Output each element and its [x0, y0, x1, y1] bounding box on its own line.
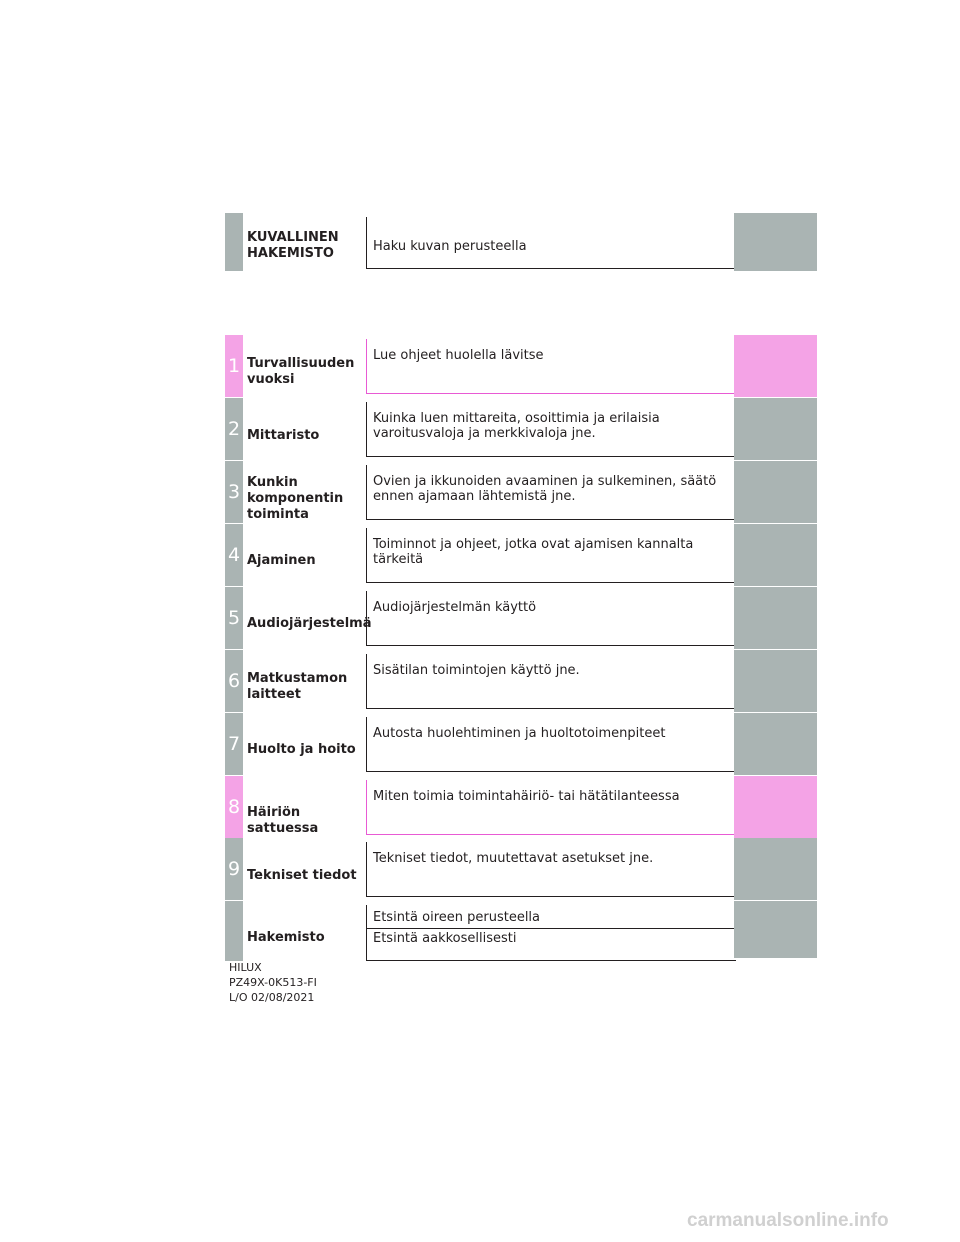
section-description-line: Lue ohjeet huolella lävitse: [373, 348, 544, 363]
section-tab[interactable]: [734, 713, 817, 775]
section-description: [373, 600, 732, 615]
section-number-stripe: [225, 335, 243, 397]
section-tab[interactable]: [734, 461, 817, 523]
section-9-row[interactable]: [225, 838, 817, 900]
index-title: [247, 230, 372, 262]
section-number: 5: [228, 607, 241, 629]
section-title-line: vuoksi: [247, 372, 295, 387]
section-6-row[interactable]: [225, 650, 817, 712]
section-title-line: Kunkin: [247, 475, 298, 490]
footer-info: [229, 960, 317, 1005]
section-tab[interactable]: [734, 838, 817, 900]
section-title: [247, 742, 372, 758]
section-number-stripe: [225, 713, 243, 775]
hakemisto-row[interactable]: [225, 901, 817, 961]
section-2-row[interactable]: [225, 398, 817, 460]
section-title: [247, 428, 372, 444]
section-title-line: Huolto ja hoito: [247, 742, 356, 757]
section-title-line: Audiojärjestelmä: [247, 616, 372, 631]
section-number-stripe: [225, 587, 243, 649]
section-desc-box: [366, 842, 736, 897]
section-title: [247, 553, 372, 569]
section-description-line: Miten toimia toimintahäiriö- tai hätätilanteessa: [373, 789, 680, 804]
watermark: carmanualsonline.info: [687, 1210, 889, 1231]
section-number: 3: [228, 481, 241, 503]
section-title-line: Matkustamon: [247, 671, 348, 686]
section-desc-box: [366, 654, 736, 709]
section-tab[interactable]: [734, 587, 817, 649]
section-description: [373, 474, 732, 504]
section-1-row[interactable]: [225, 335, 817, 397]
hakemisto-divider: [367, 928, 736, 929]
section-title-line: Ajaminen: [247, 553, 316, 568]
section-desc-box: [366, 780, 736, 835]
section-tab[interactable]: [734, 650, 817, 712]
section-description: [373, 726, 732, 741]
footer-date: L/O 02/08/2021: [229, 991, 315, 1004]
section-description: [373, 789, 732, 804]
section-title-line: laitteet: [247, 687, 301, 702]
section-title: [247, 805, 372, 837]
section-description: [373, 348, 732, 363]
section-desc-box: [366, 717, 736, 772]
section-tab[interactable]: [734, 776, 817, 838]
section-7-row[interactable]: [225, 713, 817, 775]
index-stripe: [225, 213, 243, 271]
section-number-stripe: [225, 838, 243, 900]
section-number-stripe: [225, 776, 243, 838]
section-description-line: varoitusvaloja ja merkkivaloja jne.: [373, 426, 596, 441]
section-description-line: Toiminnot ja ohjeet, jotka ovat ajamisen kannalta tärkeitä: [373, 537, 694, 567]
section-description: [373, 411, 732, 441]
section-title: [247, 671, 372, 703]
section-number: 9: [228, 858, 241, 880]
section-desc-box: [366, 465, 736, 520]
section-number: 7: [228, 733, 241, 755]
section-number-stripe: [225, 650, 243, 712]
section-description-line: ennen ajamaan lähtemistä jne.: [373, 489, 576, 504]
section-title: Tekniset tiedot: [247, 868, 357, 883]
hakemisto-desc-box: [366, 905, 736, 961]
section-desc-box: [366, 591, 736, 646]
index-tab[interactable]: [734, 213, 817, 271]
section-description: [373, 663, 732, 678]
section-description-line: Audiojärjestelmän käyttö: [373, 600, 537, 615]
index-desc-box: [366, 217, 736, 269]
section-title-line: toiminta: [247, 507, 309, 522]
footer-code: PZ49X-0K513-FI: [229, 976, 317, 989]
section-title-line: Mittaristo: [247, 428, 320, 443]
section-title: [247, 616, 372, 632]
section-desc-box: [366, 402, 736, 457]
section-8-row[interactable]: [225, 776, 817, 838]
section-number: 6: [228, 670, 241, 692]
section-4-row[interactable]: [225, 524, 817, 586]
hakemisto-item-aakkoset[interactable]: Etsintä aakkosellisesti: [373, 931, 517, 946]
footer-model: HILUX: [229, 961, 262, 974]
section-description: [373, 537, 732, 567]
section-desc-box: [366, 528, 736, 583]
section-number: 1: [228, 355, 241, 377]
section-number: 2: [228, 418, 241, 440]
section-number: 4: [228, 544, 241, 566]
section-title-line: Turvallisuuden: [247, 356, 355, 371]
section-description-line: Kuinka luen mittareita, osoittimia ja erilaisia: [373, 411, 660, 426]
index-row[interactable]: [225, 213, 817, 271]
index-title-line2: HAKEMISTO: [247, 246, 334, 261]
section-description-line: Ovien ja ikkunoiden avaaminen ja sulkeminen, säätö: [373, 474, 717, 489]
hakemisto-item-oire[interactable]: Etsintä oireen perusteella: [373, 910, 541, 925]
section-3-row[interactable]: [225, 461, 817, 523]
section-desc-box: [366, 339, 736, 394]
index-title-line1: KUVALLINEN: [247, 230, 339, 245]
section-tab[interactable]: [734, 335, 817, 397]
section-title: [247, 356, 372, 388]
section-title-line: Häiriön sattuessa: [247, 805, 319, 836]
section-5-row[interactable]: [225, 587, 817, 649]
hakemisto-title: Hakemisto: [247, 930, 325, 945]
section-number-stripe: [225, 461, 243, 523]
section-tab[interactable]: [734, 524, 817, 586]
section-number-stripe: [225, 398, 243, 460]
section-title-line: komponentin: [247, 491, 344, 506]
index-description: Haku kuvan perusteella: [373, 239, 527, 254]
section-number: 8: [228, 796, 241, 818]
section-description-line: Sisätilan toimintojen käyttö jne.: [373, 663, 580, 678]
section-description: Tekniset tiedot, muutettavat asetukset jne.: [373, 851, 654, 866]
section-description-line: Autosta huolehtiminen ja huoltotoimenpiteet: [373, 726, 666, 741]
section-number-stripe: [225, 524, 243, 586]
section-title: [247, 475, 372, 523]
section-tab[interactable]: [734, 398, 817, 460]
hakemisto-stripe: [225, 901, 243, 961]
hakemisto-tab[interactable]: [734, 901, 817, 958]
